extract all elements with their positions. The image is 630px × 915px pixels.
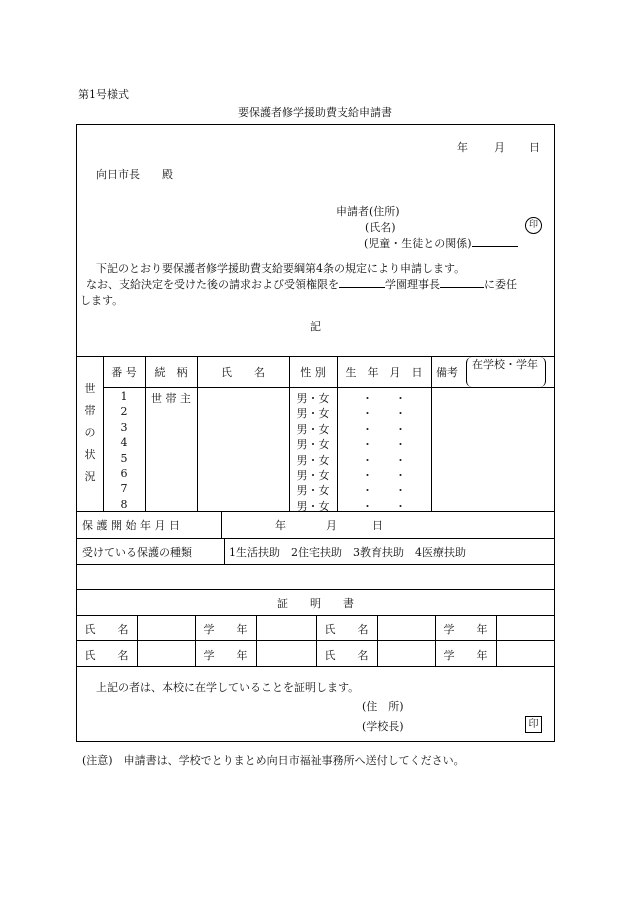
row-gender: 男・女: [296, 438, 330, 452]
addressee: 向日市長 殿: [96, 168, 173, 181]
cert-col-7: [496, 615, 497, 666]
row-gender: 男・女: [296, 407, 330, 421]
row-birthdate: ・ ・: [362, 469, 406, 482]
body-line-2c: に委任: [484, 278, 517, 291]
cert-name-label: 氏 名: [324, 623, 369, 636]
cert-col-5: [377, 615, 378, 666]
row-relationship: 世 帯 主: [151, 392, 191, 405]
date-year-label: 年: [457, 141, 468, 154]
row-gender: 男・女: [296, 469, 330, 482]
row-birthdate: ・ ・: [362, 392, 406, 405]
header-relationship: 続 柄: [154, 366, 188, 379]
body-line-2b: 学園理事長: [385, 278, 440, 291]
protection-start-bottom-line: [76, 538, 555, 539]
row-number: 2: [120, 405, 128, 419]
header-gender: 性 別: [300, 366, 326, 379]
protection-start-label: 保 護 開 始 年 月 日: [82, 519, 180, 532]
protection-start-day: 日: [372, 519, 383, 532]
applicant-address-label: 申請者(住所): [336, 205, 400, 218]
header-remarks: 備考: [436, 366, 458, 379]
relation-underline: [472, 237, 518, 247]
row-gender: 男・女: [296, 484, 330, 498]
remarks-note: 在学校・学年: [472, 358, 538, 371]
row-number: 4: [120, 436, 128, 450]
applicant-relation-label: [364, 235, 518, 251]
cert-grade-label: 学 年: [203, 649, 248, 662]
row-birthdate: ・ ・: [362, 438, 406, 452]
date-month-label: 月: [494, 141, 505, 154]
row-birthdate: ・ ・: [362, 484, 406, 498]
delegate-blank-2: [440, 278, 484, 288]
certificate-statement: 上記の者は、本校に在学していることを証明します。: [96, 681, 360, 694]
applicant-seal: 印: [525, 217, 542, 234]
side-char: 状: [84, 448, 96, 461]
protection-start-divider: [221, 511, 222, 538]
cert-name-label: 氏 名: [324, 649, 369, 662]
applicant-name-label: (氏名): [365, 221, 396, 234]
side-char: 況: [84, 470, 96, 483]
row-birthdate: ・ ・: [362, 407, 406, 421]
table-header-line: [103, 387, 555, 388]
side-char: 世: [84, 382, 96, 395]
header-name: 氏 名: [221, 366, 265, 379]
note: (注意) 申請書は、学校でとりまとめ向日市福祉事務所へ送付してください。: [82, 754, 465, 767]
protection-start-month: 月: [326, 519, 337, 532]
row-gender: 男・女: [296, 392, 330, 405]
applicant-relation-text: (児童・生徒との関係): [364, 237, 472, 250]
col-line-6: [431, 356, 432, 511]
blank-row-bottom-line: [76, 589, 555, 590]
cert-bottom-line: [76, 666, 555, 667]
row-gender: 男・女: [296, 422, 330, 436]
delegate-blank-1: [339, 278, 385, 288]
body-line-3: します。: [80, 294, 124, 307]
side-char: の: [84, 426, 96, 439]
protection-type-value: 1生活扶助 2住宅扶助 3教育扶助 4医療扶助: [229, 546, 466, 559]
school-address-label: (住 所): [362, 700, 404, 713]
row-gender: 男・女: [296, 499, 330, 513]
cert-name-label: 氏 名: [84, 623, 129, 636]
side-char: 帯: [84, 404, 96, 417]
cert-col-1: [137, 615, 138, 666]
row-gender: 男・女: [296, 453, 330, 467]
certificate-title: 証 明 書: [277, 597, 354, 610]
cert-grade-label: 学 年: [443, 623, 488, 636]
protection-type-divider: [224, 538, 225, 564]
protection-type-label: 受けている保護の種類: [82, 546, 192, 559]
cert-col-3: [256, 615, 257, 666]
body-line-2a: なお、支給決定を受けた後の請求および受領権限を: [86, 278, 339, 291]
row-birthdate: ・ ・: [362, 499, 406, 513]
ki-label: 記: [310, 320, 321, 333]
row-number: 8: [120, 497, 128, 511]
principal-label: (学校長): [362, 720, 404, 733]
row-birthdate: ・ ・: [362, 453, 406, 467]
header-birthdate: 生 年 月 日: [345, 366, 423, 379]
row-birthdate: ・ ・: [362, 422, 406, 436]
body-line-2: [86, 276, 517, 292]
row-number: 6: [120, 467, 128, 480]
protection-type-bottom-line: [76, 564, 555, 565]
row-number: 5: [120, 451, 128, 465]
row-number: 3: [120, 420, 128, 434]
protection-start-year: 年: [275, 519, 286, 532]
cert-grade-label: 学 年: [443, 649, 488, 662]
date-day-label: 日: [529, 141, 540, 154]
row-number: 7: [120, 482, 128, 496]
header-number: 番 号: [111, 366, 137, 379]
form-title: 要保護者修学援助費支給申請書: [238, 106, 392, 119]
principal-seal: 印: [525, 716, 542, 733]
cert-name-label: 氏 名: [84, 649, 129, 662]
household-side-label: [80, 378, 100, 488]
cert-grade-label: 学 年: [203, 623, 248, 636]
row-number: 1: [120, 390, 128, 403]
body-line-1: 下記のとおり要保護者修学援助費支給要綱第4条の規定により申請します。: [96, 262, 466, 275]
form-number: 第1号様式: [78, 88, 129, 101]
